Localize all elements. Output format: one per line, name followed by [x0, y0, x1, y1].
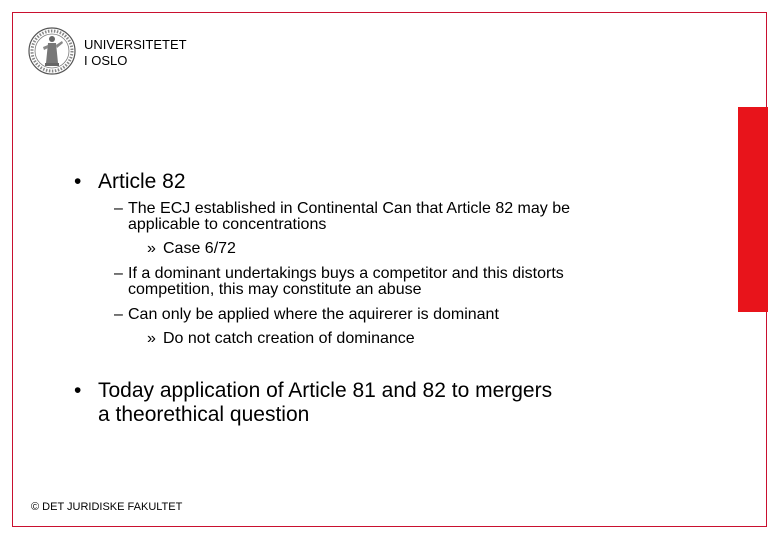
bullet-marker: •: [74, 170, 82, 193]
bullet-marker: •: [74, 379, 82, 402]
sub-bullet-line2: applicable to concentrations: [128, 216, 327, 233]
bullet-line2: a theorethical question: [98, 403, 310, 426]
sub-bullet-line1: The ECJ established in Continental Can that Article 82 may be: [128, 200, 571, 217]
university-seal-logo: [27, 25, 77, 77]
dash-marker: –: [114, 200, 123, 217]
accent-bar: [738, 107, 768, 312]
sub-sub-bullet-text: Do not catch creation of dominance: [163, 330, 415, 347]
sub-sub-bullet-text: Case 6/72: [163, 240, 236, 257]
dash-marker: –: [114, 306, 123, 323]
sub-sub-bullet-case: [147, 240, 236, 258]
sub-bullet-line2: competition, this may constitute an abuse: [128, 281, 422, 298]
bullet-today-application: [74, 379, 552, 427]
dash-marker: –: [114, 265, 123, 282]
sub-bullet-only-dominant: [114, 307, 499, 323]
bullet-article-82: [74, 170, 186, 194]
sub-bullet-continental-can: [114, 201, 570, 233]
footer-text: © DET JURIDISKE FAKULTET: [31, 501, 183, 513]
bullet-line1: Today application of Article 81 and 82 to mergers: [98, 379, 553, 402]
sub-bullet-text: Can only be applied where the aquirerer is dominant: [128, 306, 499, 323]
university-name-line2: I OSLO: [84, 53, 128, 68]
bullet-text: Article 82: [98, 170, 186, 193]
sub-sub-bullet-creation: [147, 330, 415, 348]
university-name-line1: UNIVERSITETET: [84, 37, 187, 52]
sub-bullet-line1: If a dominant undertakings buys a competitor and this distorts: [128, 265, 564, 282]
sub-bullet-dominant-undertaking: [114, 266, 564, 298]
university-name: [84, 37, 187, 69]
chevron-marker: »: [147, 330, 156, 347]
chevron-marker: »: [147, 240, 156, 257]
